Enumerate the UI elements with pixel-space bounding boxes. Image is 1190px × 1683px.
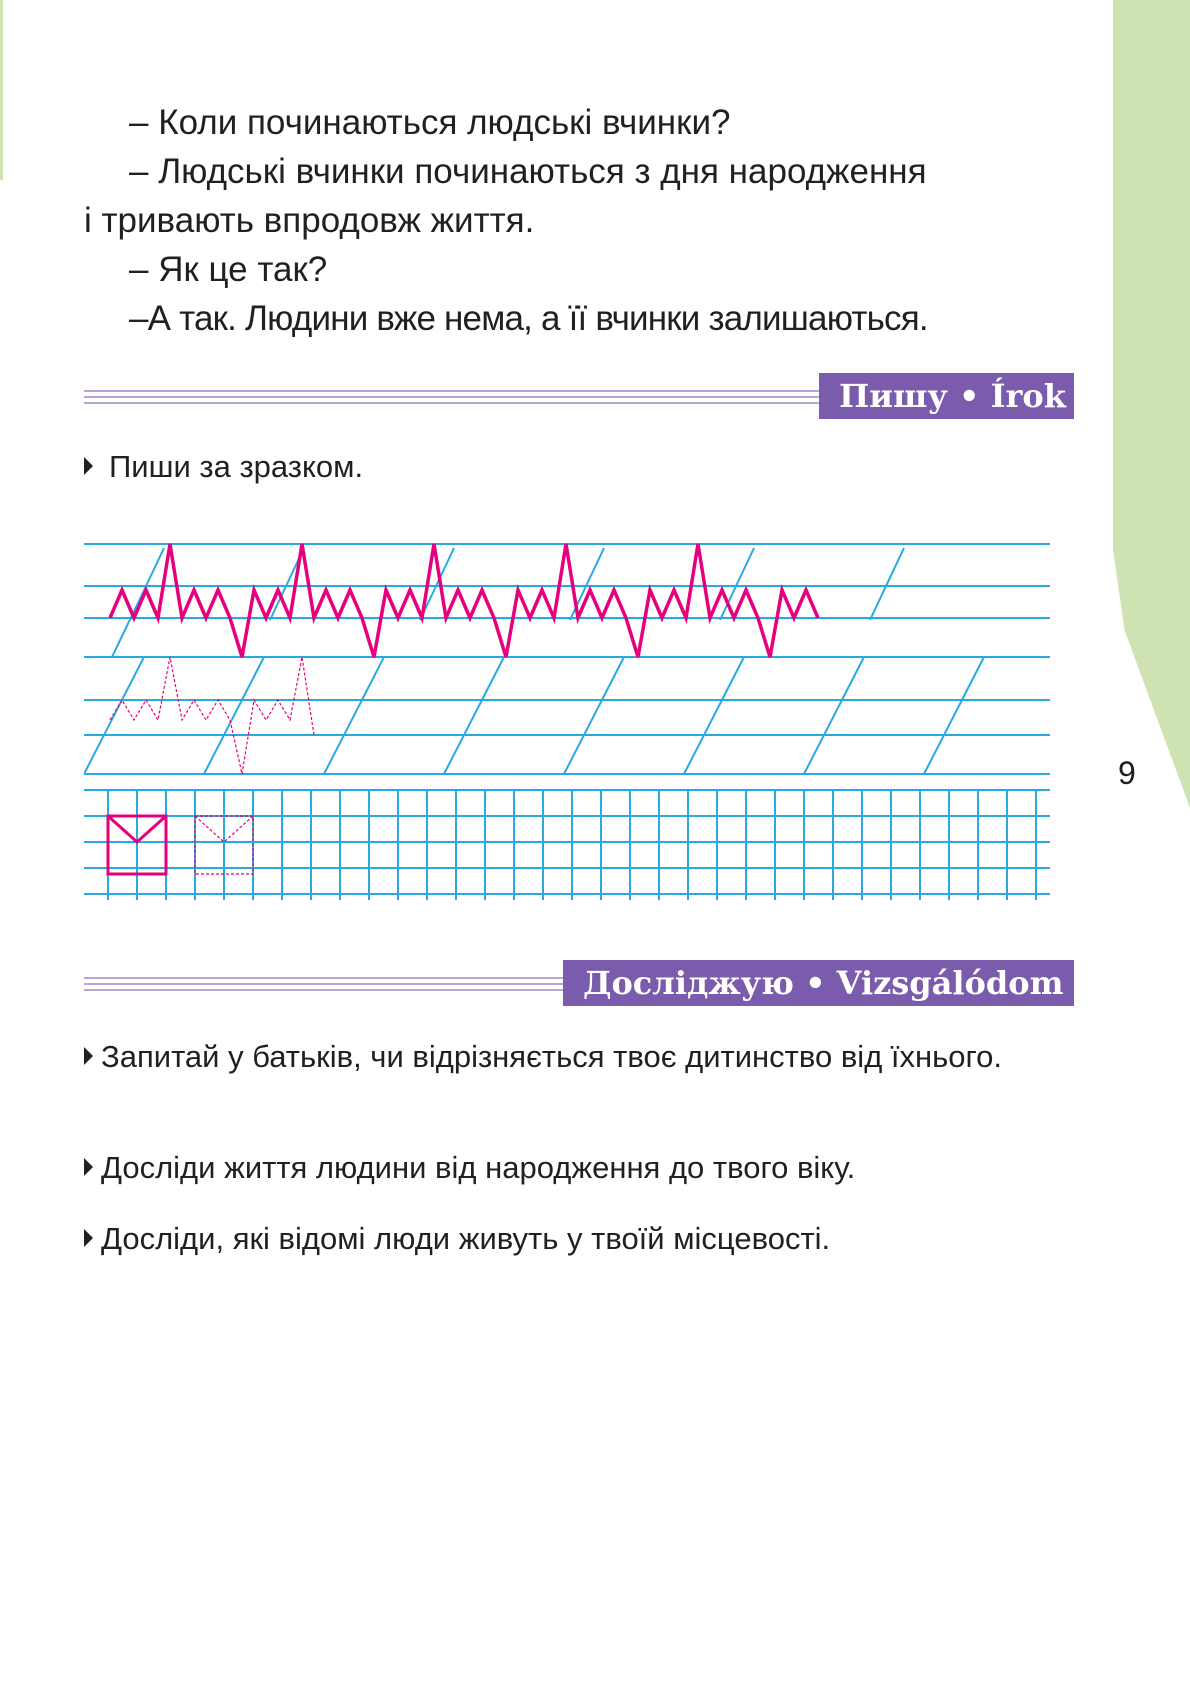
dialog-line-4: – Як це так? (129, 250, 328, 289)
section-header-research (84, 960, 1074, 1006)
page-number: 9 (1118, 755, 1136, 791)
research-item-3-text: Досліди, які відомі люди живуть у твоїй місцевості. (101, 1221, 831, 1256)
section-header-write (84, 373, 1074, 419)
research-item-2-text: Досліди життя людини від народження до твого віку. (101, 1150, 856, 1185)
upper-ruling (84, 544, 1050, 774)
bullet-icon (84, 1047, 93, 1065)
writing-practice-area (84, 540, 1054, 905)
bullet-icon (84, 457, 93, 475)
section-title-write: Пишу • Írok (819, 373, 1074, 419)
dialog-line-3: і тривають впродовж життя. (84, 201, 535, 240)
research-item-3 (84, 1218, 1052, 1260)
bullet-icon (84, 1158, 93, 1176)
write-instruction (84, 446, 1052, 488)
research-item-2 (84, 1147, 1052, 1189)
research-item-1 (84, 1035, 1052, 1078)
dialog-text (84, 98, 1052, 343)
write-instruction-text: Пиши за зразком. (109, 449, 364, 484)
bullet-icon (84, 1229, 93, 1247)
sample-zigzag (110, 544, 818, 657)
section-title-research: Досліджую • Vizsgálódom (563, 960, 1074, 1006)
square-grid (84, 790, 1050, 900)
chapter-side-tab (1113, 0, 1190, 808)
dialog-line-2: – Людські вчинки починаються з дня народження (129, 152, 927, 191)
section-divider-lines (84, 390, 820, 404)
dialog-line-1: – Коли починаються людські вчинки? (129, 103, 731, 142)
section-divider-lines (84, 977, 564, 991)
left-edge-bar (0, 0, 3, 180)
research-item-1-text: Запитай у батьків, чи відрізняється твоє дитинство від їхнього. (101, 1039, 1002, 1074)
dialog-line-5: –А так. Людини вже нема, а її вчинки залишаються. (129, 299, 928, 338)
